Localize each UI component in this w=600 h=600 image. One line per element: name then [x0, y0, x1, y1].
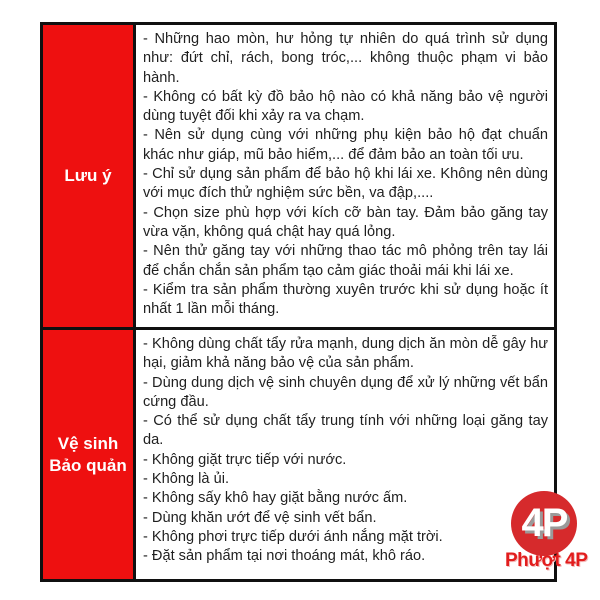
note-item: - Những hao mòn, hư hỏng tự nhiên do quá trình sử dụng như: đứt chỉ, rách, bong tróc,... không thuộc phạm vi bảo hành.	[143, 31, 548, 86]
care-item: - Không dùng chất tẩy rửa mạnh, dung dịch ăn mòn dễ gây hư hại, giảm khả năng bảo vệ của sản phẩm.	[143, 336, 548, 372]
care-content	[136, 330, 554, 579]
product-info-table	[40, 22, 557, 582]
logo-badge-text: 4P	[521, 501, 567, 545]
row-label-ve-sinh-bao-quan	[43, 330, 136, 579]
care-item: - Có thể sử dụng chất tẩy trung tính với những loại găng tay da.	[143, 413, 548, 449]
logo-caption: Phượt 4P	[505, 550, 588, 571]
care-item: - Đặt sản phẩm tại nơi thoáng mát, khô ráo.	[143, 548, 426, 565]
row-label-text-line1: Vệ sinh	[57, 433, 119, 453]
care-item: - Không là ủi.	[143, 471, 229, 488]
notes-content	[136, 25, 554, 327]
row-label-text-line2: Bảo quản	[49, 455, 127, 475]
care-item: - Không sấy khô hay giặt bằng nước ấm.	[143, 490, 408, 507]
logo-circle-badge	[511, 491, 577, 556]
row-label-text: Lưu ý	[64, 166, 112, 185]
care-item: - Không giặt trực tiếp với nước.	[143, 451, 347, 468]
table-row	[43, 25, 554, 330]
note-item: - Nên sử dụng cùng với những phụ kiện bảo hộ đạt chuẩn khác như giáp, mũ bảo hiểm,... để đảm bảo an toàn tối ưu.	[143, 127, 548, 163]
note-item: - Chọn size phù hợp với kích cỡ bàn tay. Đảm bảo găng tay vừa vặn, không quá chật hay quá lỏng.	[143, 204, 548, 240]
phuot-4p-logo	[505, 488, 600, 583]
note-item: - Chỉ sử dụng sản phẩm để bảo hộ khi lái xe. Không nên dùng với mục đích thử nghiệm sức bền, va đập,....	[143, 166, 548, 202]
row-label-luu-y	[43, 25, 136, 327]
care-item: - Dùng khăn ướt để vệ sinh vết bẩn.	[143, 509, 377, 526]
note-item: - Nên thử găng tay với những thao tác mô phỏng trên tay lái để chắn chắn sản phẩm tạo cảm giác thoải mái khi lái xe.	[143, 243, 548, 279]
note-item: - Kiểm tra sản phẩm thường xuyên trước khi sử dụng hoặc ít nhất 1 lần mỗi tháng.	[143, 281, 548, 318]
table-row	[43, 330, 554, 579]
care-item: - Không phơi trực tiếp dưới ánh nắng mặt trời.	[143, 528, 443, 545]
care-item: - Dùng dung dịch vệ sinh chuyên dụng để xử lý những vết bẩn cứng đầu.	[143, 374, 548, 410]
note-item: - Không có bất kỳ đồ bảo hộ nào có khả năng bảo vệ người dùng tuyệt đối khi xảy ra va chạm.	[143, 88, 548, 125]
